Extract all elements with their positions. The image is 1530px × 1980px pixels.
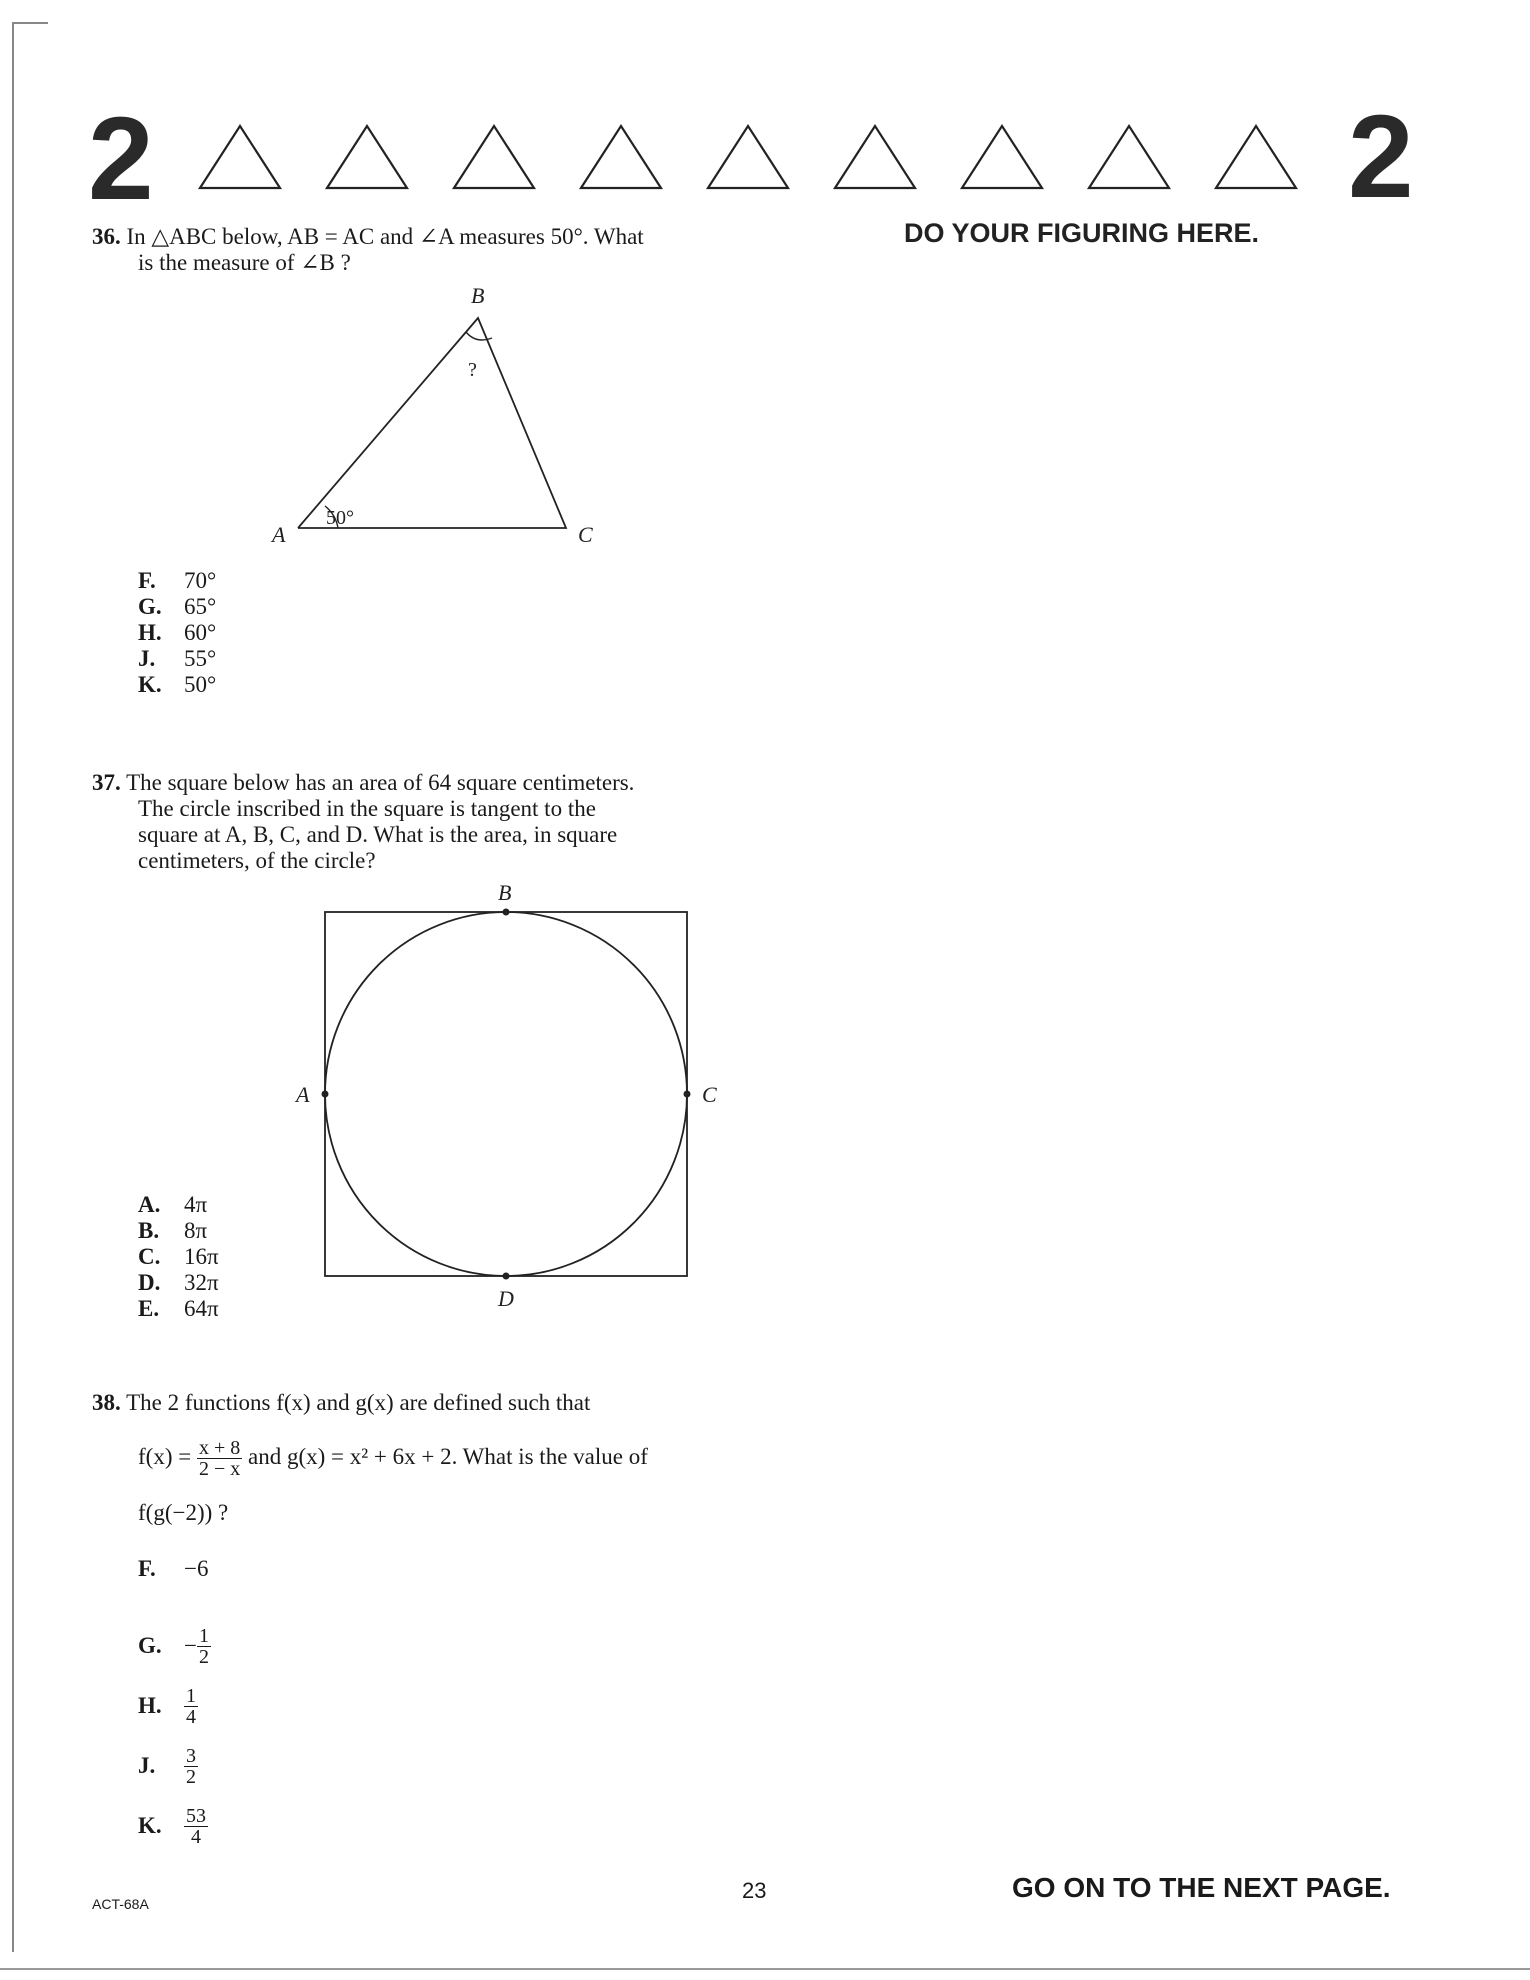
question-text-line: In △ABC below, AB = AC and ∠A measures 50°. What: [126, 224, 644, 249]
vertex-label-c: C: [578, 522, 593, 547]
choice-text: 65°: [184, 594, 217, 619]
question-number: 36.: [92, 224, 121, 249]
choice-letter: F.: [138, 1556, 156, 1581]
answer-choices-37: [138, 1192, 219, 1322]
answer-choice[interactable]: [138, 1192, 219, 1218]
choice-letter: A.: [138, 1192, 161, 1217]
triangle-icon: [327, 126, 407, 188]
triangle-icon: [1216, 126, 1296, 188]
fraction-numerator: 53: [186, 1804, 206, 1827]
vertex-label-a: A: [272, 522, 286, 547]
question-number: 38.: [92, 1390, 121, 1415]
triangle-icon: [835, 126, 915, 188]
fraction-denominator: 4: [186, 1705, 196, 1728]
top-corner-line: [12, 22, 48, 24]
bottom-scan-line: [0, 1968, 1530, 1970]
fraction-denominator: 4: [191, 1825, 201, 1848]
choice-fraction: [197, 1626, 211, 1667]
choice-letter: E.: [138, 1296, 160, 1321]
answer-choice[interactable]: [138, 1736, 211, 1796]
question-text-line: is the measure of ∠B ?: [138, 250, 351, 275]
choice-letter: B.: [138, 1218, 160, 1243]
answer-choices-38: [138, 1556, 211, 1856]
answer-choice[interactable]: [138, 646, 216, 672]
choice-text: 16π: [184, 1244, 219, 1269]
choice-text: 4π: [184, 1192, 208, 1217]
choice-text: −6: [184, 1556, 209, 1581]
answer-choice[interactable]: [138, 1556, 211, 1616]
question-36: [92, 224, 682, 276]
question-38-formula-line: [138, 1438, 728, 1479]
point-label-d: D: [498, 1286, 514, 1311]
triangle-icon: [581, 126, 661, 188]
choice-text: 8π: [184, 1218, 208, 1243]
figuring-label: DO YOUR FIGURING HERE.: [904, 218, 1260, 248]
triangle-icon: [708, 126, 788, 188]
answer-choice[interactable]: [138, 568, 216, 594]
choice-letter: H.: [138, 1693, 162, 1718]
choice-text: 50°: [184, 672, 217, 697]
next-page-label: GO ON TO THE NEXT PAGE.: [1012, 1872, 1391, 1903]
section-number-right: 2: [1348, 91, 1414, 223]
choice-letter: G.: [138, 1633, 162, 1658]
point-label-c: C: [702, 1082, 717, 1107]
choice-letter: K.: [138, 672, 162, 697]
question-38: [92, 1390, 682, 1416]
choice-letter: H.: [138, 620, 162, 645]
fraction-numerator: 1: [186, 1684, 196, 1707]
choice-sign: −: [184, 1633, 197, 1658]
choice-letter: G.: [138, 594, 162, 619]
triangle-icon: [962, 126, 1042, 188]
choice-text: 32π: [184, 1270, 219, 1295]
answer-choice[interactable]: [138, 1616, 211, 1676]
answer-choice[interactable]: [138, 1270, 219, 1296]
choice-text: 64π: [184, 1296, 219, 1321]
choice-letter: J.: [138, 1753, 156, 1778]
square-circle-figure: [290, 872, 717, 1312]
angle-label-a: 50°: [326, 507, 354, 529]
fraction-numerator: x + 8: [198, 1437, 241, 1459]
choice-letter: D.: [138, 1270, 161, 1295]
answer-choice[interactable]: [138, 620, 216, 646]
choice-text: 60°: [184, 620, 217, 645]
angle-label-b: ?: [468, 359, 477, 381]
question-number: 37.: [92, 770, 121, 795]
answer-choice[interactable]: [138, 594, 216, 620]
function-f-fraction: [197, 1438, 242, 1479]
triangle-icon: [200, 126, 280, 188]
tangent-point-c: [684, 1091, 691, 1098]
point-label-b: B: [498, 880, 512, 905]
choice-letter: J.: [138, 646, 156, 671]
triangle-icon-row: [195, 120, 1315, 220]
answer-choice[interactable]: [138, 672, 216, 698]
left-margin-line: [12, 22, 14, 1952]
answer-choices-36: [138, 568, 216, 698]
triangle-abc-figure: [260, 280, 600, 550]
question-text-line: square at A, B, C, and D. What is the area, in square: [138, 822, 618, 847]
answer-choice[interactable]: [138, 1218, 219, 1244]
choice-fraction: [184, 1686, 198, 1727]
choice-fraction: [184, 1746, 198, 1787]
choice-letter: C.: [138, 1244, 161, 1269]
fraction-denominator: 2 − x: [198, 1458, 241, 1480]
question-text-line: The 2 functions f(x) and g(x) are defined such that: [126, 1390, 591, 1415]
triangle-icon: [1089, 126, 1169, 188]
section-number-left: 2: [88, 93, 154, 225]
question-text-line: The square below has an area of 64 square centimeters.: [126, 770, 635, 795]
question-37: [92, 770, 682, 874]
fraction-numerator: 3: [186, 1744, 196, 1767]
function-f-prefix: f(x) =: [138, 1443, 192, 1469]
choice-text: 55°: [184, 646, 217, 671]
question-text-line: centimeters, of the circle?: [138, 848, 376, 873]
answer-choice[interactable]: [138, 1296, 219, 1322]
choice-letter: K.: [138, 1813, 162, 1838]
choice-letter: F.: [138, 568, 156, 593]
question-text-line: The circle inscribed in the square is tangent to the: [138, 796, 596, 821]
question-text-line: and g(x) = x² + 6x + 2. What is the value of: [247, 1443, 648, 1469]
point-label-a: A: [296, 1082, 310, 1107]
answer-choice[interactable]: [138, 1796, 211, 1856]
answer-choice[interactable]: [138, 1676, 211, 1736]
choice-text: 70°: [184, 568, 217, 593]
form-code: ACT-68A: [92, 1896, 149, 1912]
triangle-icon: [454, 126, 534, 188]
fraction-denominator: 2: [198, 1645, 209, 1668]
tangent-point-a: [322, 1091, 329, 1098]
page-number: 23: [742, 1878, 767, 1903]
fraction-denominator: 2: [186, 1765, 196, 1788]
choice-fraction: [184, 1806, 208, 1847]
question-38-line3: f(g(−2)) ?: [138, 1500, 229, 1525]
fraction-numerator: 1: [198, 1624, 209, 1647]
answer-choice[interactable]: [138, 1244, 219, 1270]
vertex-label-b: B: [471, 283, 485, 308]
tangent-point-b: [503, 909, 510, 916]
tangent-point-d: [503, 1273, 510, 1280]
